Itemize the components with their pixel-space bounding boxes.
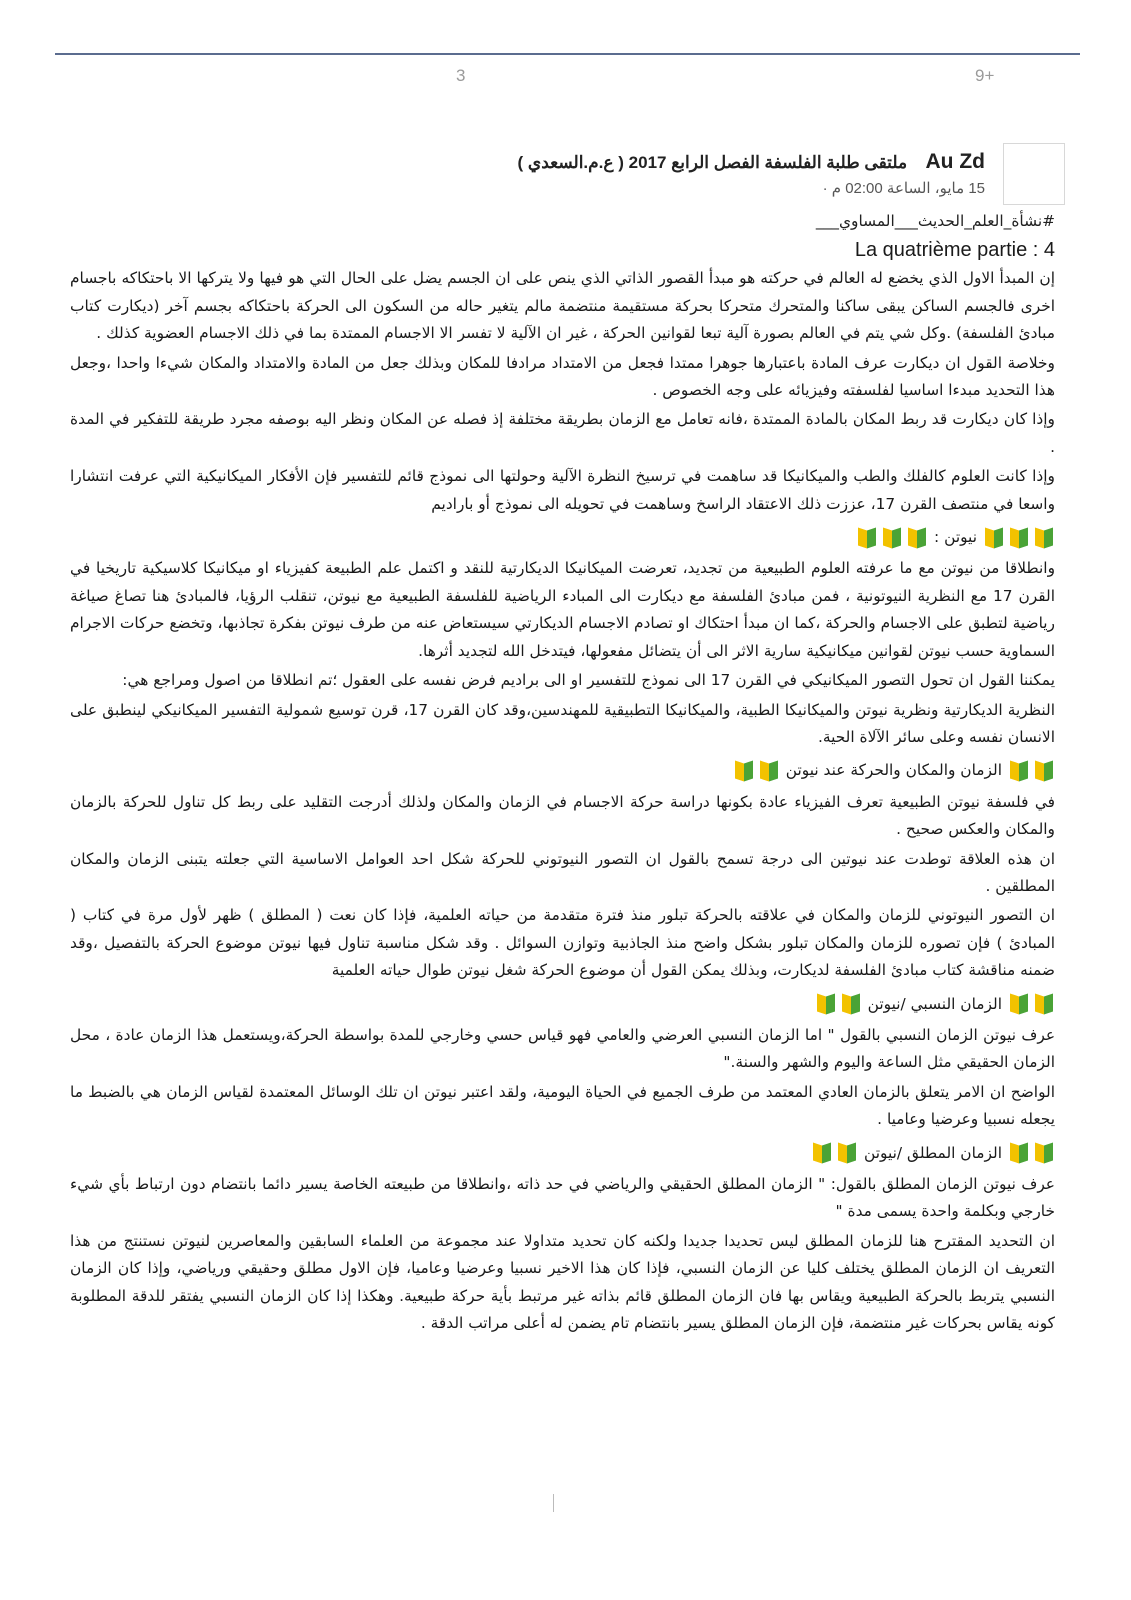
author-line [518, 150, 985, 174]
beginner-badge-icon [856, 527, 878, 549]
paragraph: إن المبدأ الاول الذي يخضع له العالم في حركته هو مبدأ القصور الذاتي الذي ينص على ان الجسم يضل على الحال التي هو فيها ولا يتركها الا باحتكاكه باجسام اخرى فالجسم الساكن يبقى ساكنا والمتحرك متحركا بحركة مستقيمة منتضمة مالم يتغير حاله من السكون الى الحركة باحتكاكه بجسم آخر (ديكارت كتاب مبادئ الفلسفة) .وكل شي يتم في العالم بصورة آلية تبعا لقوانين الحركة ، غير ان الآلية لا تفسر الا الاجسام الممتدة بما في ذلك الاجسام العضوية كذلك . [70, 269, 1055, 343]
beginner-badge-icon [758, 760, 780, 782]
paragraph: في فلسفة نيوتن الطبيعية تعرف الفيزياء عادة بكونها دراسة حركة الاجسام في الزمان والمكان ولذلك أدرجت التقليد على ربط كل تناول للحركة بالزمان والمكان والعكس صحيح . [70, 792, 1055, 839]
part-heading: La quatrième partie : 4 [854, 239, 1055, 262]
paragraph: عرف نيوتن الزمان المطلق بالقول: " الزمان المطلق الحقيقي والرياضي في حد ذاته ،وانطلاقا من طبيعته الخاصة يسير دائما بانتضام دون ارتباط بأي شيء خارجي وبكلمة واحدة يسمى مدة " [70, 1175, 1055, 1221]
section-heading-absolute-time [70, 1140, 1055, 1167]
section-title: الزمان المطلق /نيوتن [864, 1143, 1002, 1162]
section-title: نيوتن : [934, 528, 977, 547]
beginner-badge-icon [1008, 1142, 1030, 1164]
beginner-badge-icon [815, 993, 837, 1015]
hashtag[interactable]: #نشأة_العلم_الحديث___المساوي___ [815, 212, 1055, 230]
section-heading-relative-time [70, 991, 1055, 1018]
beginner-badge-icon [1008, 527, 1030, 549]
group-name[interactable]: ملتقى طلبة الفلسفة الفصل الرابع 2017 ( ع.م.السعدي ) [517, 153, 908, 172]
section-title: الزمان والمكان والحركة عند نيوتن [785, 761, 1002, 780]
beginner-badge-icon [906, 527, 928, 549]
beginner-badge-icon [983, 527, 1005, 549]
beginner-badge-icon [1033, 993, 1055, 1015]
post-timestamp[interactable]: 15 مايو، الساعة 02:00 م · [822, 180, 985, 197]
beginner-badge-icon [1033, 1142, 1055, 1164]
paragraph: يمكننا القول ان تحول التصور الميكانيكي في القرن 17 الى نموذج للتفسير او الى براديم فرض نفسه على العقول ؛تم انطلاقا من اصول ومراجع هي: [122, 671, 1055, 690]
beginner-badge-icon [1033, 527, 1055, 549]
author-name[interactable]: Au Zd [925, 150, 985, 173]
paragraph: وإذا كانت العلوم كالفلك والطب والميكانيكا قد ساهمت في ترسيخ النظرة الآلية وحولتها الى نموذج قائم للتفسير فإن الأفكار الميكانيكية التي عرفت انتشارا واسعا في منتصف القرن 17، عززت ذلك الاعتقاد الراسخ وساهمت في تحويله الى نموذج أو باراديم [70, 467, 1055, 513]
paragraph: وخلاصة القول ان ديكارت عرف المادة باعتبارها جوهرا ممتدا فجعل من الامتداد مرادفا للمكان وبذلك جعل من المادة والامتداد والمكان شيءا واحدا ،وجعل هذا التحديد مبدءا اساسيا لفلسفته وفيزيائه على وجه الخصوص . [70, 353, 1055, 400]
section-title: الزمان النسبي /نيوتن [867, 994, 1002, 1013]
paragraph: عرف نيوتن الزمان النسبي بالقول " اما الزمان النسبي العرضي والعامي فهو قياس حسي وخارجي للمدة بواسطة الحركة،ويستعمل هذا الزمان عادة ، محل الزمان الحقيقي مثل الساعة واليوم والشهر والسنة." [70, 1025, 1055, 1072]
beginner-badge-icon [881, 527, 903, 549]
beginner-badge-icon [1033, 760, 1055, 782]
paragraph: وإذا كان ديكارت قد ربط المكان بالمادة الممتدة ،فانه تعامل مع الزمان بطريقة مختلفة إذ فصله عن المكان ونظر اليه بوصفه مجرد طريقة للتفكير في المدة . [70, 410, 1055, 456]
beginner-badge-icon [733, 760, 755, 782]
post-header [70, 140, 1065, 208]
beginner-badge-icon [1008, 993, 1030, 1015]
section-heading-time-space [70, 757, 1055, 784]
paragraph: ان هذه العلاقة توطدت عند نيوتين الى درجة تسمح بالقول ان التصور النيوتوني للحركة شكل احد العوامل الاساسية التي جعلته يتبنى الزمان والمكان المطلقين . [70, 849, 1055, 895]
beginner-badge-icon [836, 1142, 858, 1164]
section-heading-newton [70, 524, 1055, 551]
beginner-badge-icon [811, 1142, 833, 1164]
paragraph: الواضح ان الامر يتعلق بالزمان العادي المعتمد من طرف الجميع في الحياة اليومية، ولقد اعتبر نيوتن ان تلك الوسائل المعتمدة لقياس الزمان هي بالضبط ما يجعله نسبيا وعرضيا وعاميا . [70, 1082, 1055, 1129]
post-body [70, 208, 1065, 1337]
beginner-badge-icon [840, 993, 862, 1015]
avatar[interactable] [1003, 143, 1065, 205]
paragraph: وانطلاقا من نيوتن مع ما عرفته العلوم الطبيعية من تجديد، تعرضت الميكانيكا الديكارتية للنقد و اكتمل علم الطبيعة كفيزياء او ميكانيكا كلاسيكية تاريخيا في القرن 17 مع النظرية النيوتونية ، فمن مبادئ الفلسفة مع ديكارت الى المبادء الرياضية للفلسفة الطبيعية مع نيوتن، تنقلب الرؤيا، فالمبادئ هنا تصاغ صياغة رياضية لتطبق على الاجسام والحركة ،كما ان مبدأ احتكاك او تصادم الاجسام الديكارتي سيستعاض عنه من طرف نيوتن بفكرة تجاذبها، وتخضع حركات الاجرام السماوية حسب نيوتن لقوانين ميكانيكية سارية الاثر الى أن يتضائل مفعولها، فيتدخل الله لتجديد أثرها. [70, 559, 1055, 660]
paragraph: ان التصور النيوتوني للزمان والمكان في علاقته بالحركة تبلور منذ فترة متقدمة من حياته العلمية، فإذا كان نعت ( المطلق ) ظهر لأول مرة في كتاب ( المبادئ ) فإن تصوره للزمان والمكان تبلور بشكل واضح منذ الجاذبية وتوازن السوائل . وقد شكل مناسبة تناول فيها نيوتن موضوع الحركة بالتفصيل ،وقد ضمنه مناقشة كتاب مبادئ الفلسفة لديكارت، وبذلك يمكن القول أن موضوع الحركة شغل نيوتن طوال حياته العلمية [70, 906, 1055, 980]
paragraph: النظرية الديكارتية ونظرية نيوتن والميكانيكا الطبية، والميكانيكا التطبيقية للمهندسين،وقد كان القرن 17، قرن توسيع شمولية التفسير الميكانيكي لينطبق على الانسان نفسه وعلى سائر الآلاة الحية. [70, 700, 1055, 746]
top-divider [55, 53, 1080, 55]
comment-count[interactable]: 3 [456, 66, 466, 85]
beginner-badge-icon [1008, 760, 1030, 782]
paragraph: ان التحديد المقترح هنا للزمان المطلق ليس تحديدا جديدا ولكنه كان تحديد متداولا عند مجموعة من العلماء السابقين والمعاصرين لنيوتن نستنتج من هذا التعريف ان الزمان المطلق يختلف كليا عن الزمان النسبي، فإذا كان هذا الاخير نسبيا وعرضيا وعاميا، فإن الاول مطلق وحقيقي ورياضي، وإذا كان الزمان النسبي يتربط بالحركة الطبيعية ويقاس بها فان الزمان المطلق قائم بذاته غير مرتبط بأية حركة طبيعية. وهكذا إذا كان الزمان النسبي يفتقر للدقة المطلوبة كونه يقاس بحركات غير منتضمة، فإن الزمان المطلق يسير بانتضام تام يضمن له أعلى مراتب الدقة . [70, 1231, 1055, 1333]
reaction-count[interactable]: 9+ [975, 66, 995, 85]
facebook-post [70, 140, 1065, 1339]
text-cursor [553, 1494, 554, 1512]
